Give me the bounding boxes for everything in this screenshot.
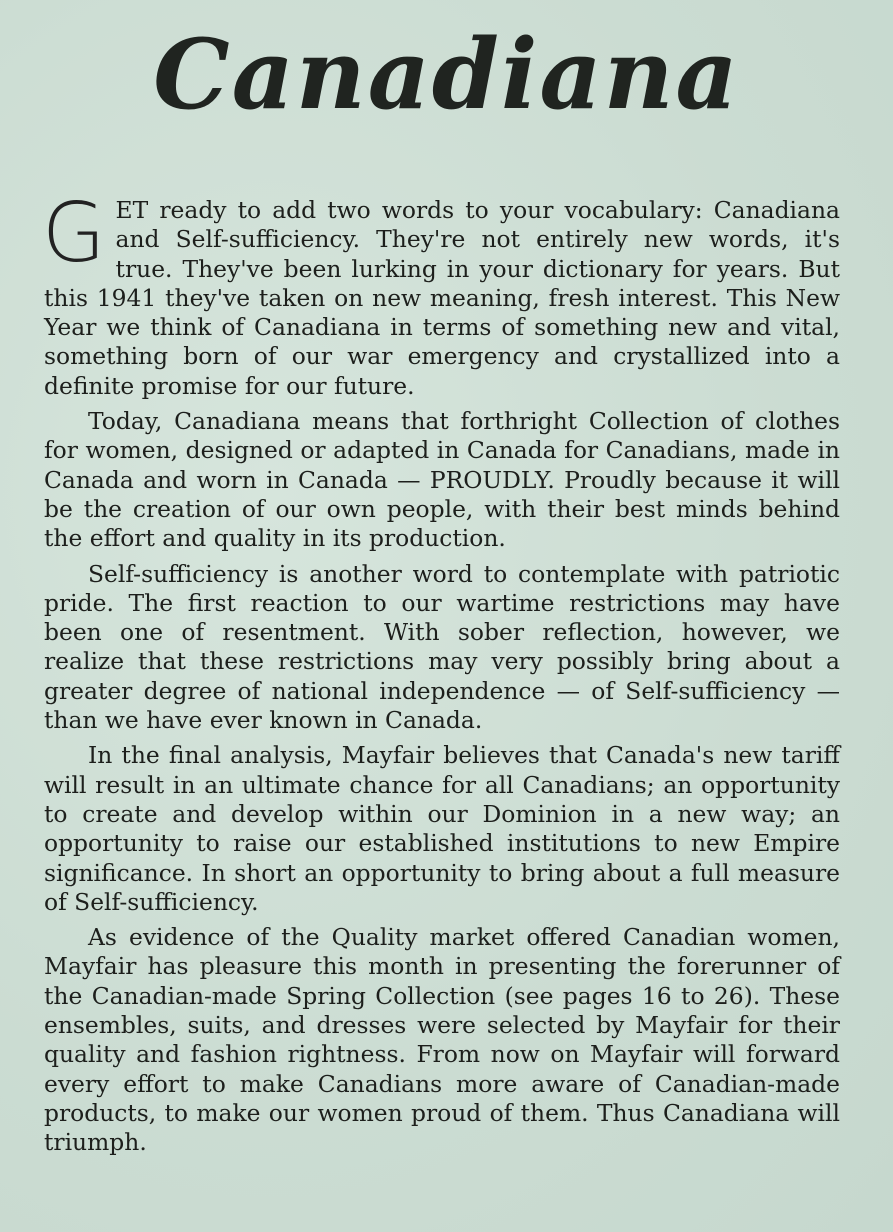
page-title: Canadiana (153, 18, 740, 131)
paragraph-4: In the final analysis, Mayfair believes that Canada's new tariff will result in an ultimate chance for all Canadians; an opportunity to create and develop within our Dominion in a new way; an opportunity to raise our established institutions to new Empire significance. In short an opportunity to bring about a full measure of Self-sufficiency. (44, 741, 840, 916)
paragraph-1-text: ET ready to add two words to your vocabulary: Canadiana and Self-sufficiency. They're not entirely new words, it's true. They've been lurking in your dictionary for years. But this 1941 they've taken on new meaning, fresh interest. This New Year we think of Canadiana in terms of something new and vital, something born of our war emergency and crystallized into a definite promise for our future. (44, 196, 840, 400)
paragraph-5: As evidence of the Quality market offered Canadian women, Mayfair has pleasure this month in presenting the forerunner of the Canadian-made Spring Collection (see pages 16 to 26). These ensembles, suits, and dresses were selected by Mayfair for their quality and fashion rightness. From now on Mayfair will forward every effort to make Canadians more aware of Canadian-made products, to make our women proud of them. Thus Canadiana will triumph. (44, 923, 840, 1157)
drop-cap: G (42, 186, 106, 281)
article-body (42, 186, 840, 1158)
paragraph-3: Self-sufficiency is another word to contemplate with patriotic pride. The first reaction to our wartime restrictions may have been one of resentment. With sober reflection, however, we realize that these restrictions may very possibly bring about a greater degree of national independence — of Self-sufficiency — than we have ever known in Canada. (44, 559, 840, 735)
paragraph-1 (42, 186, 840, 401)
paragraph-2: Today, Canadiana means that forthright Collection of clothes for women, designed or adapted in Canada for Canadians, made in Canada and worn in Canada — PROUDLY. Proudly because it will be the creation of our own people, with their best minds behind the effort and quality in its production. (44, 407, 840, 553)
